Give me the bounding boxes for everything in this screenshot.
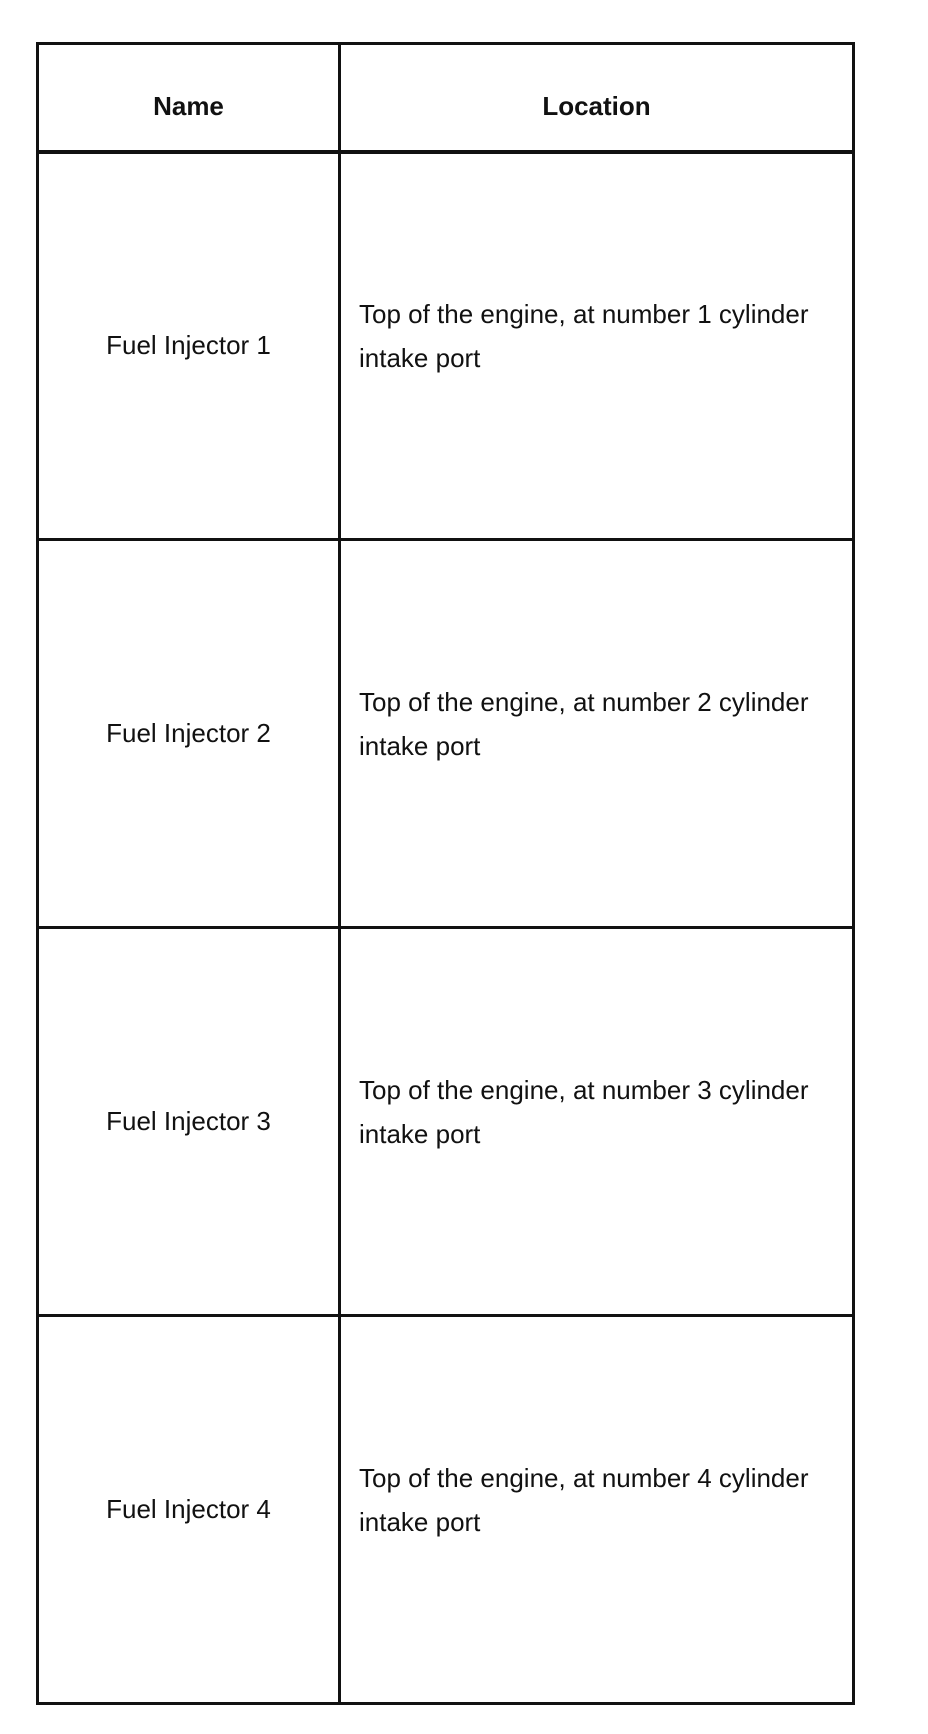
table-row <box>38 1316 854 1704</box>
location-text: Top of the engine, at number 2 cylinder intake port <box>359 686 809 761</box>
cell-name: Fuel Injector 4 <box>38 1316 340 1704</box>
cell-name: Fuel Injector 3 <box>38 928 340 1316</box>
cell-location <box>340 928 854 1316</box>
cell-name: Fuel Injector 2 <box>38 540 340 928</box>
location-text: Top of the engine, at number 1 cylinder intake port <box>359 298 809 373</box>
cell-name: Fuel Injector 1 <box>38 152 340 540</box>
table-header-row <box>38 44 854 152</box>
cell-location <box>340 152 854 540</box>
cell-location <box>340 1316 854 1704</box>
table-row <box>38 152 854 540</box>
header-location: Location <box>340 44 854 152</box>
component-location-table <box>36 42 855 1705</box>
header-name: Name <box>38 44 340 152</box>
location-text: Top of the engine, at number 4 cylinder intake port <box>359 1462 809 1537</box>
location-text: Top of the engine, at number 3 cylinder intake port <box>359 1074 809 1149</box>
table-row <box>38 540 854 928</box>
cell-location <box>340 540 854 928</box>
table-row <box>38 928 854 1316</box>
